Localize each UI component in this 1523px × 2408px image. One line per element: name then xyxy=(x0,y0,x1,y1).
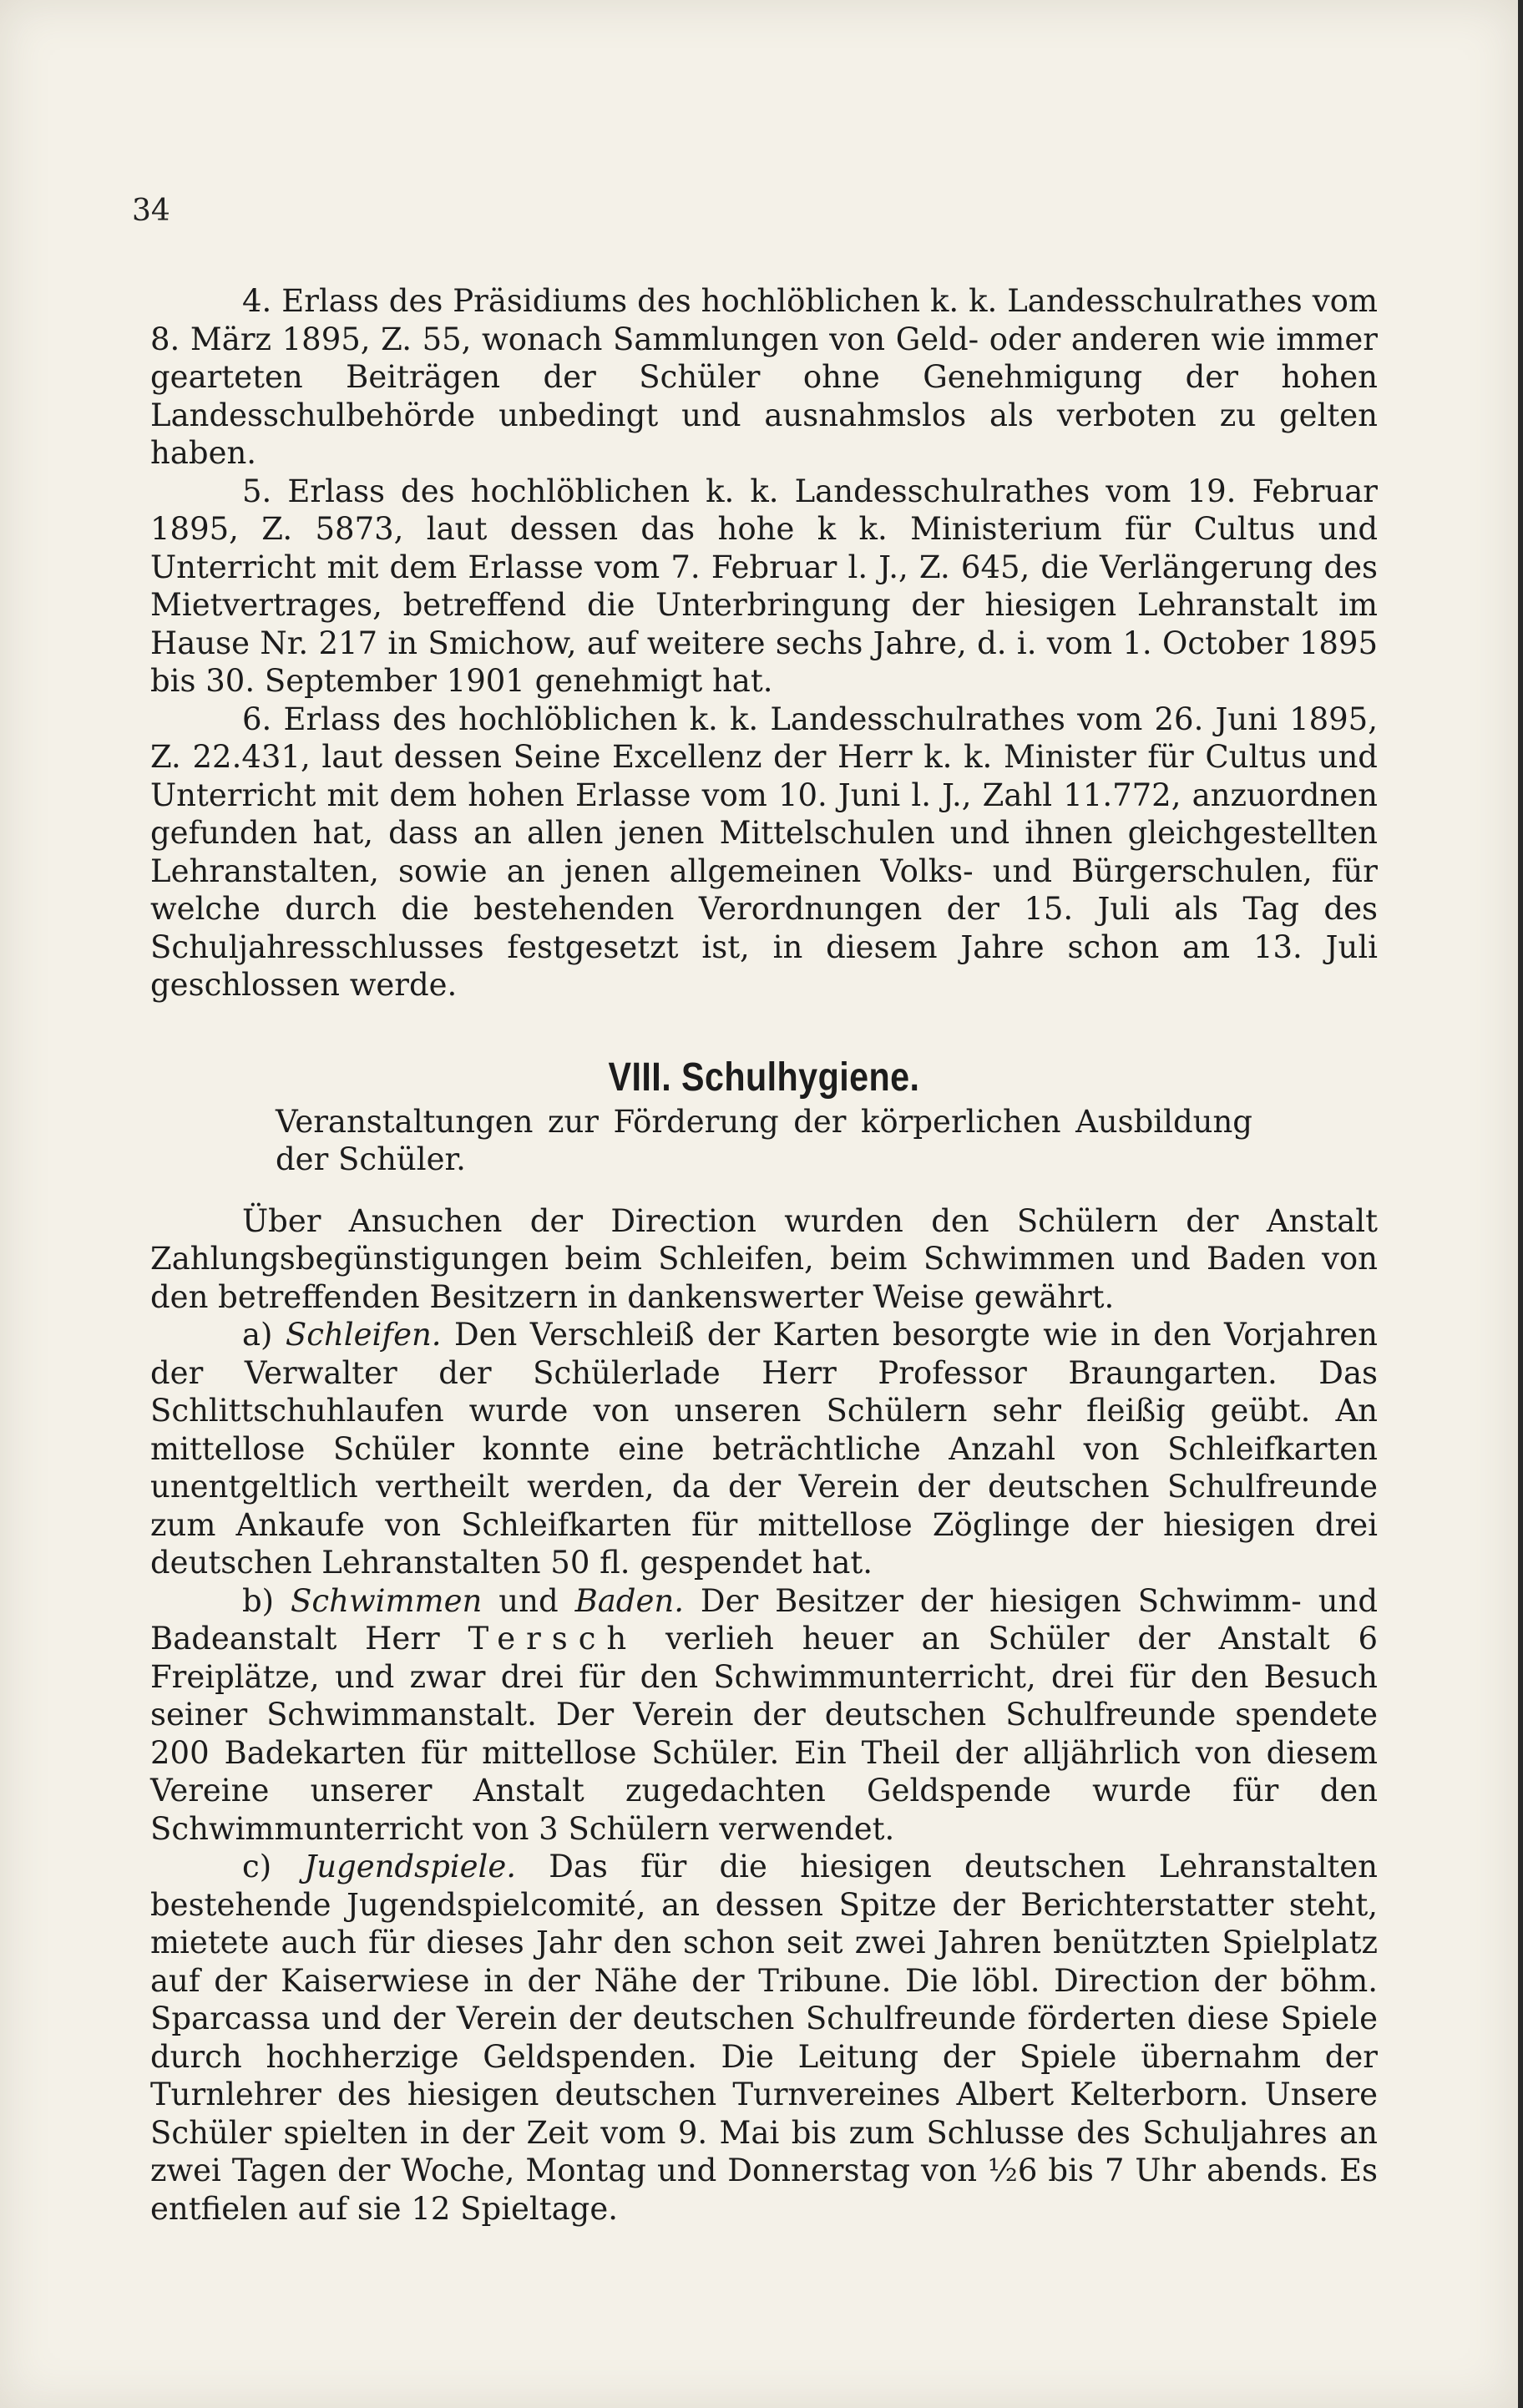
item-title-skating: Schleifen. xyxy=(285,1317,442,1353)
item-text-swimming-before: Der Besitzer der hiesigen Schwimm- und Badeanstalt Herr xyxy=(150,1582,1379,1657)
item-title-youth-games: Jugendspiele. xyxy=(304,1849,517,1884)
decree-paragraph-6: 6. Erlass des hochlöblichen k. k. Landesschulrathes vom 26. Juni 1895, Z. 22.431, laut dessen Seine Excellenz der Herr k. k. Minister für Cultus und Unterricht mit dem hohen Erlasse vom 10. Juni l. J., Zahl 11.772, anzuordnen gefunden hat, dass an allen jenen Mittelschulen und ihnen gleichgestellten Lehranstalten, sowie an jenen allgemeinen Volks- und Bürgerschulen, für welche durch die bestehenden Verordnungen der 15. Juli als Tag des Schuljahresschlusses festgesetzt ist, in diesem Jahre schon am 13. Juli geschlossen werde. xyxy=(150,701,1378,1003)
paragraph-swimming xyxy=(150,1582,1378,1849)
spacer xyxy=(150,1179,1378,1202)
page-number: 34 xyxy=(132,194,170,228)
decree-paragraph-5: 5. Erlass des hochlöblichen k. k. Landesschulrathes vom 19. Februar 1895, Z. 5873, laut dessen das hohe k k. Ministerium für Cultus und Unterricht mit dem Erlasse vom 7. Februar l. J., Z. 645, die Verlängerung des Mietvertrages, betreffend die Unterbringung der hiesigen Lehranstalt im Hause Nr. 217 in Smichow, auf weitere sechs Jahre, d. i. vom 1. October 1895 bis 30. September 1901 genehmigt hat. xyxy=(150,473,1378,699)
scan-edge xyxy=(1518,0,1523,2408)
item-label: c) xyxy=(242,1849,272,1884)
item-text-swimming-after: verlieh heuer an Schüler der Anstalt 6 Freiplätze, und zwar drei für den Schwimmunterricht, drei für den Besuch seiner Schwimmanstalt. Der Verein der deutschen Schulfreunde spendete 200 Badekarten für mittellose Schüler. Ein Theil der alljährlich von diesem Vereine unserer Anstalt zugedachten Geldspende wurde für den Schwimmunterricht von 3 Schülern verwendet. xyxy=(150,1621,1378,1847)
item-text-skating: Den Verschleiß der Karten besorgte wie in den Vorjahren der Verwalter der Schülerlade Herr Professor Braungarten. Das Schlittschuhlaufen wurde von unseren Schülern sehr fleißig geübt. An mittellose Schüler konnte eine beträchtliche Anzahl von Schleifkarten unentgeltlich vertheilt werden, da der Verein der deutschen Schulfreunde zum Ankaufe von Schleifkarten für mittellose Zöglinge der hiesigen drei deutschen Lehranstalten 50 fl. gespendet hat. xyxy=(150,1317,1379,1581)
owner-name: Tersch xyxy=(468,1621,638,1657)
item-label: b) xyxy=(242,1582,275,1619)
item-title-bathing: Baden. xyxy=(574,1582,684,1619)
decree-paragraph-4: 4. Erlass des Präsidiums des hochlöblichen k. k. Landesschulrathes vom 8. März 1895, Z. 55, wonach Sammlungen von Geld- oder anderen wie immer gearteten Beiträgen der Schüler ohne Genehmigung der hohen Landesschulbehörde unbedingt und ausnahmslos als verboten zu gelten haben. xyxy=(150,283,1378,471)
section-subheading: Veranstaltungen zur Förderung der körperlichen Ausbildung der Schüler. xyxy=(276,1103,1252,1177)
page-content xyxy=(150,282,1378,2228)
spacer xyxy=(150,1004,1378,1053)
item-label: a) xyxy=(242,1317,273,1353)
intro-paragraph: Über Ansuchen der Direction wurden den Schülern der Anstalt Zahlungsbegünstigungen beim Schleifen, beim Schwimmen und Baden von den betreffenden Besitzern in dankenswerter Weise gewährt. xyxy=(150,1202,1378,1315)
section-heading: VIII. Schulhygiene. xyxy=(608,1055,920,1100)
item-title-connector: und xyxy=(498,1582,559,1619)
item-text-youth-games: Das für die hiesigen deutschen Lehranstalten bestehende Jugendspielcomité, an dessen Spitze der Berichterstatter steht, mietete auch für dieses Jahr den schon seit zwei Jahren benützten Spielplatz auf der Kaiserwiese in der Nähe der Tribune. Die löbl. Direction der böhm. Sparcassa und der Verein der deutschen Schulfreunde förderten diese Spiele durch hochherzige Geldspenden. Die Leitung der Spiele übernahm der Turnlehrer des hiesigen deutschen Turnvereines Albert Kelterborn. Unsere Schüler spielten in der Zeit vom 9. Mai bis zum Schlusse des Schuljahres an zwei Tagen der Woche, Montag und Donnerstag von ½6 bis 7 Uhr abends. Es entfielen auf sie 12 Spieltage. xyxy=(150,1849,1378,2227)
paragraph-skating xyxy=(150,1316,1378,1582)
item-title-swimming: Schwimmen xyxy=(291,1582,483,1619)
paragraph-youth-games xyxy=(150,1848,1378,2228)
